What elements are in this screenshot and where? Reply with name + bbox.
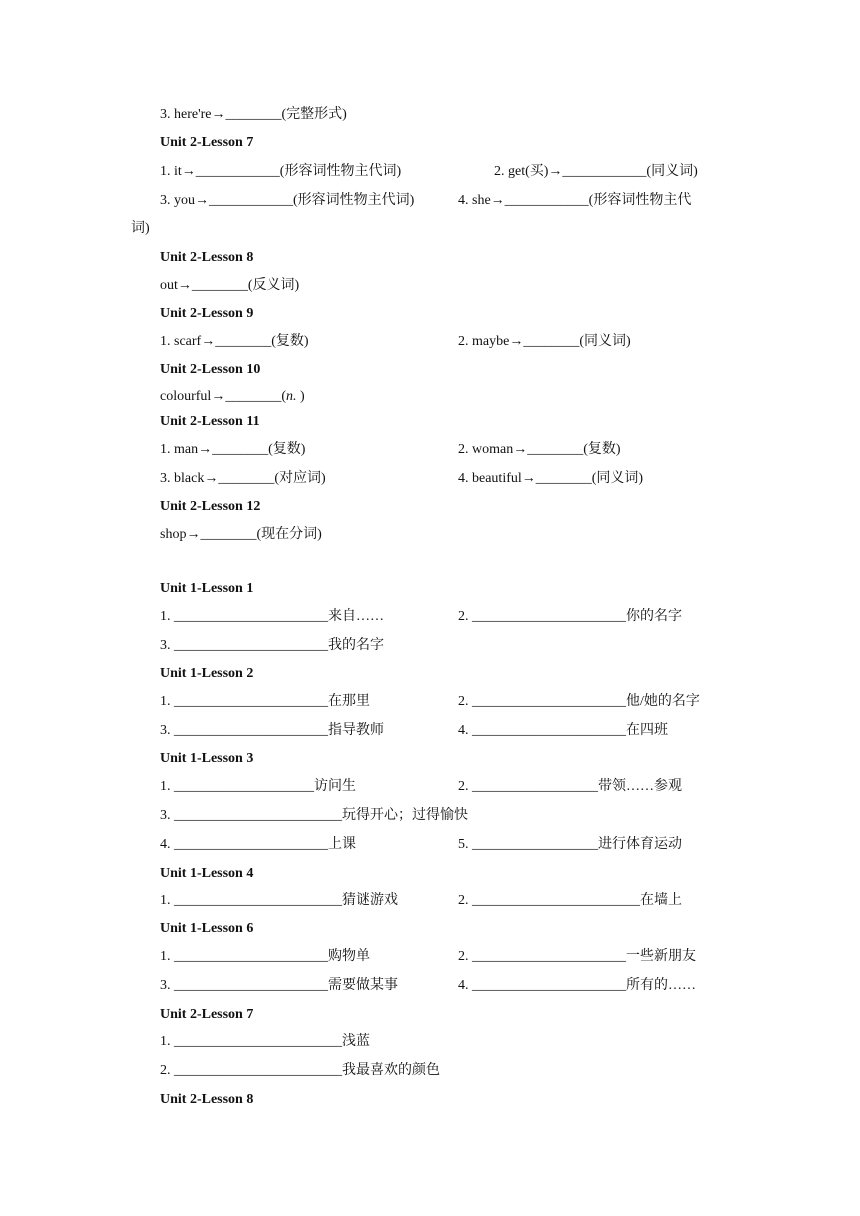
exercise-item: shop→________(现在分词): [160, 527, 322, 542]
section-heading: Unit 2-Lesson 9: [160, 306, 254, 321]
section-heading: Unit 2-Lesson 7: [160, 135, 254, 150]
exercise-item-wrap: 词): [131, 221, 150, 236]
item-suffix: ): [296, 389, 305, 404]
exercise-item: 3. ________________________玩得开心；过得愉快: [160, 808, 468, 823]
exercise-item: 2. get(买)→____________(同义词): [494, 164, 698, 179]
item-prefix: colourful→________(: [160, 389, 286, 404]
exercise-item: 1. ______________________购物单: [160, 949, 370, 964]
section-heading: Unit 1-Lesson 1: [160, 581, 254, 596]
section-heading: Unit 2-Lesson 12: [160, 499, 261, 514]
exercise-item: 4. ______________________上课: [160, 837, 356, 852]
section-heading: Unit 1-Lesson 2: [160, 666, 254, 681]
exercise-item: 2. ______________________他/她的名字: [458, 694, 700, 709]
exercise-item: 3. here're→________(完整形式): [160, 107, 347, 122]
exercise-item: 3. you→____________(形容词性物主代词): [160, 193, 415, 208]
exercise-item: 1. ________________________猜谜游戏: [160, 893, 398, 908]
exercise-item: 2. ______________________你的名字: [458, 609, 682, 624]
section-heading: Unit 2-Lesson 7: [160, 1007, 254, 1022]
item-abbr: n.: [285, 389, 297, 404]
exercise-item: 1. man→________(复数): [160, 442, 306, 457]
exercise-item: 4. ______________________在四班: [458, 723, 668, 738]
exercise-item: 5. __________________进行体育运动: [458, 837, 682, 852]
exercise-item: 2. ______________________一些新朋友: [458, 949, 696, 964]
exercise-item: 3. ______________________我的名字: [160, 638, 384, 653]
exercise-item: 3. black→________(对应词): [160, 471, 326, 486]
exercise-item: out→________(反义词): [160, 278, 300, 293]
section-heading: Unit 1-Lesson 3: [160, 751, 254, 766]
exercise-item: [160, 388, 305, 406]
section-heading: Unit 1-Lesson 4: [160, 866, 254, 881]
exercise-item: 1. scarf→________(复数): [160, 334, 309, 349]
section-heading: Unit 2-Lesson 11: [160, 414, 260, 429]
exercise-item: 1. ______________________来自……: [160, 609, 384, 624]
exercise-item: 4. ______________________所有的……: [458, 978, 696, 993]
section-heading: Unit 1-Lesson 6: [160, 921, 254, 936]
exercise-item: 2. woman→________(复数): [458, 442, 621, 457]
exercise-item: 1. it→____________(形容词性物主代词): [160, 164, 402, 179]
exercise-item: 2. maybe→________(同义词): [458, 334, 631, 349]
section-heading: Unit 2-Lesson 8: [160, 1092, 254, 1107]
section-heading: Unit 2-Lesson 10: [160, 362, 261, 377]
exercise-item: 2. __________________带领……参观: [458, 779, 682, 794]
exercise-item: 1. ____________________访问生: [160, 779, 356, 794]
exercise-item: 3. ______________________指导教师: [160, 723, 384, 738]
exercise-item: 2. ________________________我最喜欢的颜色: [160, 1063, 440, 1078]
exercise-item: 4. beautiful→________(同义词): [458, 471, 644, 486]
exercise-item: 1. ______________________在那里: [160, 694, 370, 709]
exercise-item: 3. ______________________需要做某事: [160, 978, 398, 993]
exercise-item: 1. ________________________浅蓝: [160, 1034, 370, 1049]
section-heading: Unit 2-Lesson 8: [160, 250, 254, 265]
exercise-item: 2. ________________________在墙上: [458, 893, 682, 908]
exercise-item: 4. she→____________(形容词性物主代: [458, 193, 692, 208]
